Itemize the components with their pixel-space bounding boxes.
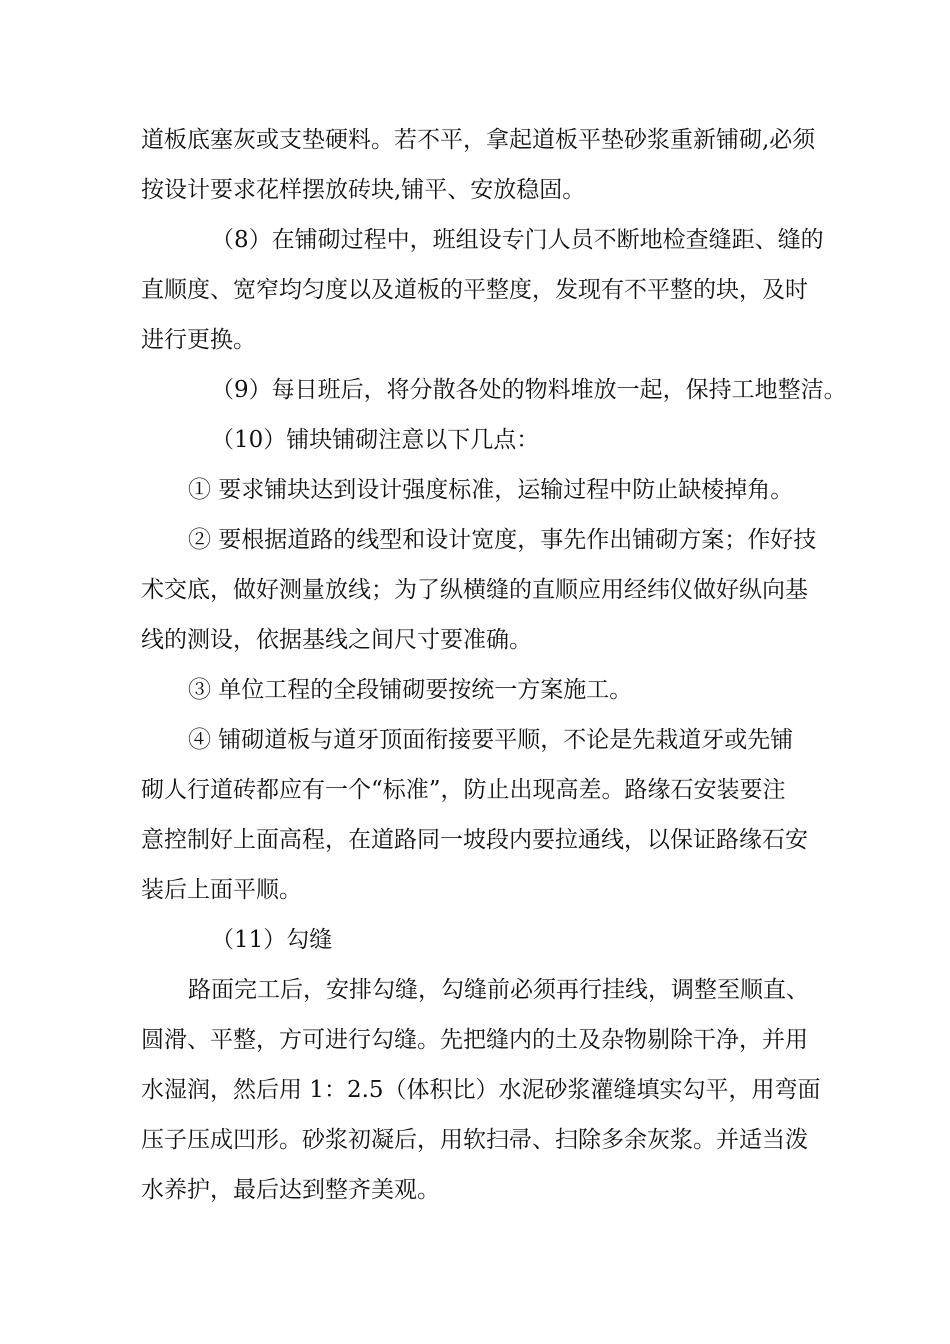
item-8-text: （8）在铺砌过程中，班组设专门人员不断地检查缝距、缝的 bbox=[211, 227, 824, 253]
point-4-text: ④ 铺砌道板与道牙顶面衔接要平顺，不论是先栽道牙或先铺 bbox=[188, 727, 794, 753]
item-11-heading: （11）勾缝 bbox=[211, 927, 333, 953]
text-line: 术交底，做好测量放线；为了纵横缝的直顺应用经纬仪做好纵向基 bbox=[141, 577, 808, 603]
text-line: 道板底塞灰或支垫硬料。若不平，拿起道板平垫砂浆重新铺砌,必须 bbox=[141, 127, 816, 153]
text-line: 压子压成凹形。砂浆初凝后，用软扫帚、扫除多余灰浆。并适当泼 bbox=[141, 1127, 808, 1153]
text-line: 砌人行道砖都应有一个“标准”，防止出现高差。路缘石安装要注 bbox=[141, 777, 786, 803]
point-3-text: ③ 单位工程的全段铺砌要按统一方案施工。 bbox=[188, 677, 633, 703]
text-line: 意控制好上面高程，在道路同一坡段内要拉通线，以保证路缘石安 bbox=[141, 827, 808, 853]
item-9-text: （9）每日班后，将分散各处的物料堆放一起，保持工地整洁。 bbox=[211, 377, 847, 403]
text-line: 线的测设，依据基线之间尺寸要准确。 bbox=[141, 627, 532, 653]
point-2-text: ② 要根据道路的线型和设计宽度，事先作出铺砌方案；作好技 bbox=[188, 527, 817, 553]
text-line: 水养护，最后达到整齐美观。 bbox=[141, 1177, 440, 1203]
point-1-text: ① 要求铺块达到设计强度标准，运输过程中防止缺棱掉角。 bbox=[188, 477, 794, 503]
text-line: 直顺度、宽窄均匀度以及道板的平整度，发现有不平整的块，及时 bbox=[141, 277, 808, 303]
item-10-heading: （10）铺块铺砌注意以下几点： bbox=[211, 427, 540, 453]
text-line: 圆滑、平整，方可进行勾缝。先把缝内的土及杂物剔除干净，并用 bbox=[141, 1027, 808, 1053]
paragraph-start: 路面完工后，安排勾缝，勾缝前必须再行挂线，调整至顺直、 bbox=[188, 977, 809, 1003]
text-line: 按设计要求花样摆放砖块,铺平、安放稳固。 bbox=[141, 177, 586, 203]
text-line: 进行更换。 bbox=[141, 327, 256, 353]
text-line: 装后上面平顺。 bbox=[141, 877, 302, 903]
text-line: 水湿润，然后用 1：2.5（体积比）水泥砂浆灌缝填实勾平，用弯面 bbox=[141, 1077, 821, 1103]
